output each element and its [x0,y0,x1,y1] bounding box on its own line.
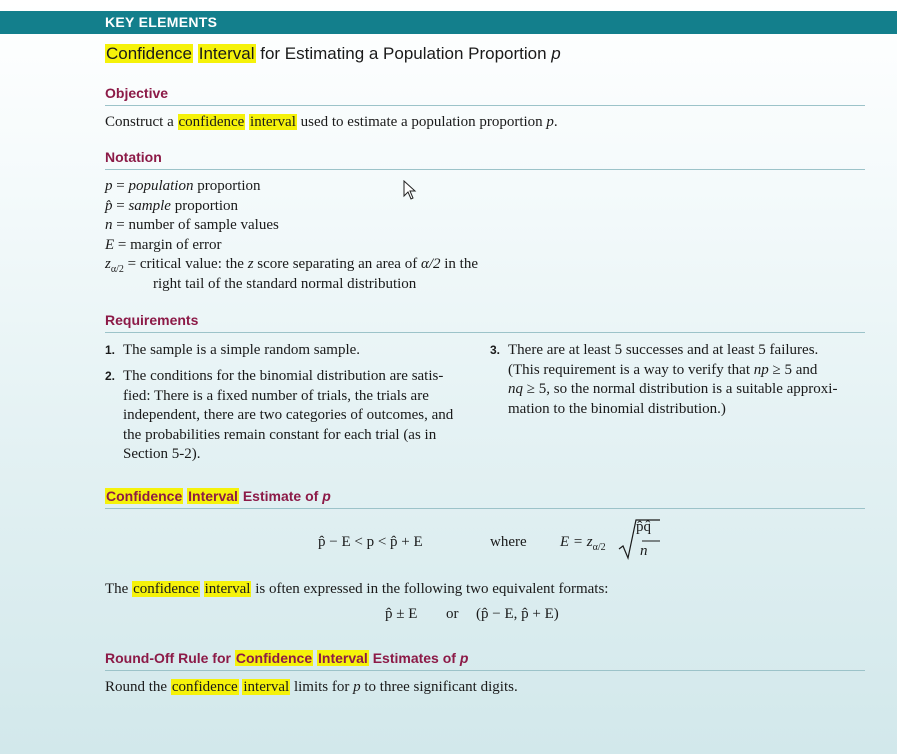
text: ≥ 5, so the normal distribution is a suitable approxi- [523,381,838,397]
requirements-heading [105,312,865,333]
text: to three significant digits. [360,679,518,695]
definition: margin of error [130,236,222,253]
equals: = [112,197,129,214]
requirement-line: The sample is a simple random sample. [123,342,361,358]
objective-var: p [546,114,554,130]
requirement-line: Section 5-2). [123,446,201,462]
objective-heading-text: Objective [105,85,169,101]
formats-text [105,580,608,600]
requirement-number: 1. [105,343,116,357]
highlight-interval: interval [243,679,290,695]
requirement-line: fied: There is a fixed number of trials, the trials are [123,387,429,404]
symbol: p [105,178,113,194]
definition: in the [440,256,479,272]
requirement-text [123,341,360,361]
estimate-heading [105,488,865,509]
title-text: for Estimating a Population Proportion [255,44,552,63]
margin-formula [560,534,606,553]
notation-row [105,216,478,236]
n-var: n [640,543,648,559]
notation-heading-text: Notation [105,149,162,165]
heading-text: Estimates of [368,650,460,666]
requirement-line [508,361,837,381]
definition: = critical value: the [123,256,248,272]
text-var: p [353,679,361,695]
text: is often expressed in the following two equivalent formats: [251,581,609,597]
italic-term: sample [128,197,171,214]
title-var: p [551,44,561,63]
definition: number of sample values [128,217,279,233]
symbol: p̂ [105,197,113,214]
highlight-interval: interval [204,581,251,597]
symbol: E [105,236,115,253]
alpha-half: α/2 [420,256,441,272]
highlight-confidence: confidence [133,581,199,597]
page-title [105,44,561,64]
heading-var: p [322,488,331,504]
equals: = [112,178,129,194]
requirement-line [508,380,837,400]
definition: proportion [193,178,261,194]
np-var: np [753,361,769,378]
italic-term: population [128,178,194,194]
sqrt-numerator: p̂q̂ [636,519,651,535]
notation-list [105,177,478,294]
requirement-number: 3. [490,343,501,357]
highlight-interval: Interval [198,44,255,63]
roundoff-text [105,678,518,698]
notation-heading [105,149,865,170]
equals: = [112,217,129,233]
text: The [105,581,133,597]
requirement-2 [105,367,485,462]
highlight-interval: Interval [318,650,368,666]
z-subscript: α/2 [592,542,606,553]
notation-row-continued: right tail of the standard normal distribution [153,275,417,292]
heading-text: Round-Off Rule for [105,650,235,666]
requirement-text [508,341,837,419]
roundoff-heading [105,650,865,671]
requirement-line: The conditions for the binomial distribution are satis- [123,368,444,384]
requirement-line: mation to the binomial distribution.) [508,400,726,417]
requirement-3 [490,341,870,417]
objective-heading [105,85,865,106]
text: limits for [290,679,354,695]
heading-text: Estimate of [238,488,323,504]
requirement-text [123,367,453,465]
requirement-line: There are at least 5 successes and at least 5 failures. [508,342,819,358]
notation-row-critical-value [105,255,478,275]
interval-formula: p̂ − E < p < p̂ + E [318,534,423,550]
objective-end: . [553,114,558,130]
heading-var: p [459,650,469,666]
objective-text [105,113,558,133]
nq-var: nq [508,381,523,397]
notation-row [105,177,478,197]
highlight-interval: Interval [188,488,238,504]
z-italic: z [247,256,254,272]
z-subscript: α/2 [110,264,124,275]
requirements-heading-text: Requirements [105,312,199,328]
highlight-confidence: Confidence [235,650,313,666]
equals: = [114,236,131,253]
format-1: p̂ ± E [385,606,418,622]
requirement-line: independent, there are two categories of outcomes, and [123,407,454,423]
key-elements-band [0,11,897,34]
objective-post: used to estimate a population proportion [296,114,547,130]
definition: proportion [170,197,239,214]
requirement-1 [105,341,485,361]
symbol: n [105,217,113,233]
notation-row [105,197,478,217]
highlight-confidence: Confidence [106,44,193,63]
text: (This requirement is a way to verify that [508,361,754,378]
requirement-number: 2. [105,369,116,383]
format-2: (p̂ − E, p̂ + E) [476,606,559,622]
text: ≥ 5 and [768,361,818,378]
e-lhs: E = [560,534,587,550]
z-symbol: z [105,256,111,272]
highlight-confidence: confidence [178,114,245,130]
format-or: or [446,606,459,622]
notation-row [105,236,478,256]
band-label: KEY ELEMENTS [105,14,218,30]
definition: score separating an area of [253,256,421,272]
requirement-line: the probabilities remain constant for each trial (as in [123,426,437,443]
mouse-cursor-icon [403,180,417,200]
highlight-confidence: confidence [171,679,238,695]
highlight-interval: interval [250,114,296,130]
text: Round the [105,679,171,695]
sqrt-denominator [640,543,648,560]
objective-pre: Construct a [105,114,178,130]
where-label: where [490,534,527,550]
z-symbol: z [586,534,593,550]
highlight-confidence: Confidence [106,488,183,504]
